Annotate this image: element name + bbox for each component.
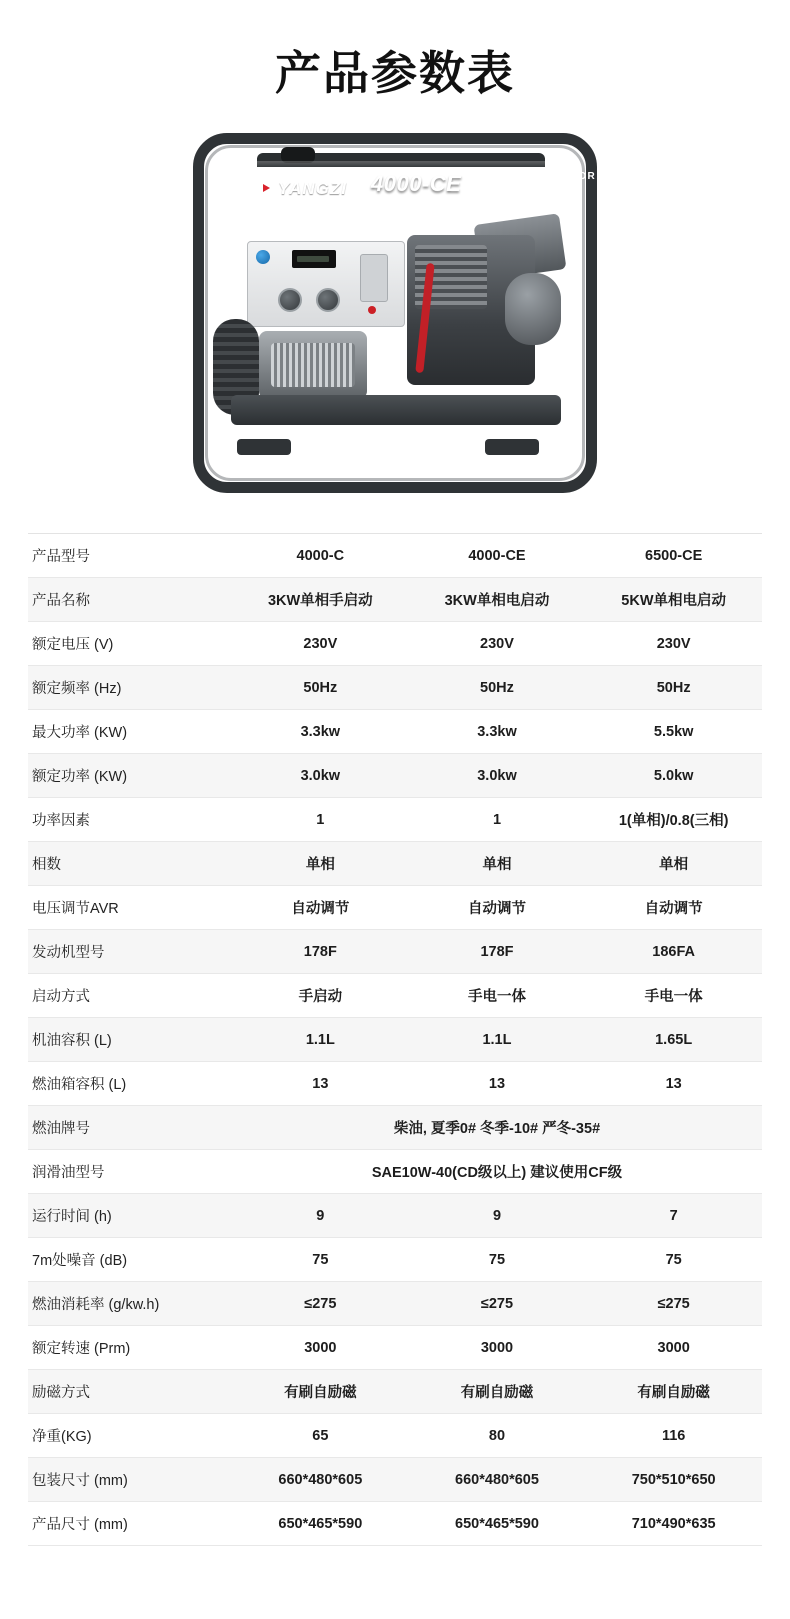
table-row (28, 798, 762, 842)
spec-value: 1(单相)/0.8(三相) (585, 798, 762, 842)
spec-value: 单相 (585, 842, 762, 886)
base-rail (231, 395, 561, 425)
table-row (28, 1062, 762, 1106)
spec-label: 启动方式 (28, 974, 232, 1018)
spec-value: 4000-CE (409, 534, 586, 578)
table-row (28, 1326, 762, 1370)
spec-value: 3000 (232, 1326, 409, 1370)
indicator-light-icon (256, 250, 270, 264)
control-panel (247, 241, 405, 327)
table-row (28, 1282, 762, 1326)
spec-value: 1 (409, 798, 586, 842)
spec-value: 660*480*605 (232, 1458, 409, 1502)
spec-value: 手电一体 (585, 974, 762, 1018)
spec-label: 额定频率 (Hz) (28, 666, 232, 710)
model-badge: 4000-CE (371, 171, 462, 197)
spec-value: 3000 (409, 1326, 586, 1370)
product-desc-cn: 风冷柴油发电机组 (475, 189, 580, 204)
spec-label: 相数 (28, 842, 232, 886)
support-foot-left (237, 439, 291, 455)
hour-meter-display (292, 250, 336, 268)
spec-value: 3.0kw (232, 754, 409, 798)
table-row (28, 754, 762, 798)
support-foot-right (485, 439, 539, 455)
table-row (28, 930, 762, 974)
spec-value: 柴油, 夏季0# 冬季-10# 严冬-35# (232, 1106, 762, 1150)
brand-mark-icon (259, 181, 274, 196)
spec-label: 产品型号 (28, 534, 232, 578)
table-row (28, 1018, 762, 1062)
page-title: 产品参数表 (275, 47, 515, 99)
spec-label: 燃油消耗率 (g/kw.h) (28, 1282, 232, 1326)
spec-value: 650*465*590 (409, 1502, 586, 1546)
brand-text: YANGZI (278, 179, 347, 199)
spec-label: 额定电压 (V) (28, 622, 232, 666)
spec-label: 产品尺寸 (mm) (28, 1502, 232, 1546)
spec-value: 手启动 (232, 974, 409, 1018)
spec-value: 116 (585, 1414, 762, 1458)
alternator-housing (259, 331, 367, 399)
spec-value: 50Hz (585, 666, 762, 710)
table-row (28, 1502, 762, 1546)
table-row (28, 974, 762, 1018)
spec-value: 5.0kw (585, 754, 762, 798)
table-row (28, 622, 762, 666)
spec-label: 运行时间 (h) (28, 1194, 232, 1238)
table-row (28, 1238, 762, 1282)
table-row (28, 1370, 762, 1414)
table-row (28, 1194, 762, 1238)
spec-value: 7 (585, 1194, 762, 1238)
spec-value: 75 (232, 1238, 409, 1282)
product-image-section (0, 123, 790, 523)
spec-value: 50Hz (409, 666, 586, 710)
spec-label: 电压调节AVR (28, 886, 232, 930)
spec-value: ≤275 (585, 1282, 762, 1326)
spec-value: 3KW单相手启动 (232, 578, 409, 622)
spec-value: 3.3kw (232, 710, 409, 754)
spec-value: 有刷自励磁 (409, 1370, 586, 1414)
spec-value: 230V (232, 622, 409, 666)
table-row (28, 578, 762, 622)
table-row (28, 1414, 762, 1458)
spec-value: 自动调节 (232, 886, 409, 930)
spec-value: 186FA (585, 930, 762, 974)
spec-table-wrapper (28, 533, 762, 1546)
spec-label: 最大功率 (KW) (28, 710, 232, 754)
spec-value: 660*480*605 (409, 1458, 586, 1502)
spec-value: 80 (409, 1414, 586, 1458)
table-row (28, 1458, 762, 1502)
warning-led-icon (368, 306, 376, 314)
spec-value: 6500-CE (585, 534, 762, 578)
product-desc-en: DIESEL GENERATOR (475, 171, 596, 183)
generator-illustration (185, 123, 605, 513)
spec-label: 产品名称 (28, 578, 232, 622)
spec-value: 13 (409, 1062, 586, 1106)
spec-label: 机油容积 (L) (28, 1018, 232, 1062)
spec-table (28, 534, 762, 1546)
spec-value: 50Hz (232, 666, 409, 710)
table-row (28, 710, 762, 754)
spec-value: 178F (232, 930, 409, 974)
power-socket-1 (278, 288, 302, 312)
spec-value: 750*510*650 (585, 1458, 762, 1502)
spec-value: 230V (409, 622, 586, 666)
table-row (28, 886, 762, 930)
spec-value: 3.3kw (409, 710, 586, 754)
table-row (28, 534, 762, 578)
power-socket-2 (316, 288, 340, 312)
spec-value: 1 (232, 798, 409, 842)
spec-label: 包装尺寸 (mm) (28, 1458, 232, 1502)
spec-value: 5KW单相电启动 (585, 578, 762, 622)
spec-value: 单相 (409, 842, 586, 886)
spec-value: 230V (585, 622, 762, 666)
spec-label: 发动机型号 (28, 930, 232, 974)
muffler (505, 273, 561, 345)
spec-value: 3KW单相电启动 (409, 578, 586, 622)
spec-value: 1.1L (409, 1018, 586, 1062)
spec-value: 自动调节 (585, 886, 762, 930)
spec-value: ≤275 (409, 1282, 586, 1326)
spec-value: 3.0kw (409, 754, 586, 798)
breaker-switch (360, 254, 388, 302)
table-row (28, 1106, 762, 1150)
spec-value: 75 (409, 1238, 586, 1282)
spec-value: 4000-C (232, 534, 409, 578)
spec-label: 功率因素 (28, 798, 232, 842)
brand-logo (259, 179, 347, 199)
spec-label: 励磁方式 (28, 1370, 232, 1414)
spec-value: 有刷自励磁 (585, 1370, 762, 1414)
spec-value: 710*490*635 (585, 1502, 762, 1546)
spec-value: 3000 (585, 1326, 762, 1370)
spec-label: 7m处噪音 (dB) (28, 1238, 232, 1282)
spec-value: ≤275 (232, 1282, 409, 1326)
spec-label: 润滑油型号 (28, 1150, 232, 1194)
alternator-ribs (271, 343, 355, 387)
spec-label: 额定功率 (KW) (28, 754, 232, 798)
spec-value: 178F (409, 930, 586, 974)
spec-value: 75 (585, 1238, 762, 1282)
spec-value: 65 (232, 1414, 409, 1458)
spec-value: 650*465*590 (232, 1502, 409, 1546)
spec-value: 1.65L (585, 1018, 762, 1062)
spec-label: 燃油牌号 (28, 1106, 232, 1150)
spec-value: 13 (232, 1062, 409, 1106)
table-row (28, 666, 762, 710)
spec-value: 手电一体 (409, 974, 586, 1018)
table-row (28, 842, 762, 886)
spec-label: 额定转速 (Prm) (28, 1326, 232, 1370)
spec-label: 净重(KG) (28, 1414, 232, 1458)
spec-label: 燃油箱容积 (L) (28, 1062, 232, 1106)
spec-value: 9 (232, 1194, 409, 1238)
spec-value: 13 (585, 1062, 762, 1106)
spec-value: SAE10W-40(CD级以上) 建议使用CF级 (232, 1150, 762, 1194)
spec-value: 单相 (232, 842, 409, 886)
spec-value: 有刷自励磁 (232, 1370, 409, 1414)
table-row (28, 1150, 762, 1194)
spec-value: 1.1L (232, 1018, 409, 1062)
spec-value: 5.5kw (585, 710, 762, 754)
spec-value: 9 (409, 1194, 586, 1238)
spec-value: 自动调节 (409, 886, 586, 930)
